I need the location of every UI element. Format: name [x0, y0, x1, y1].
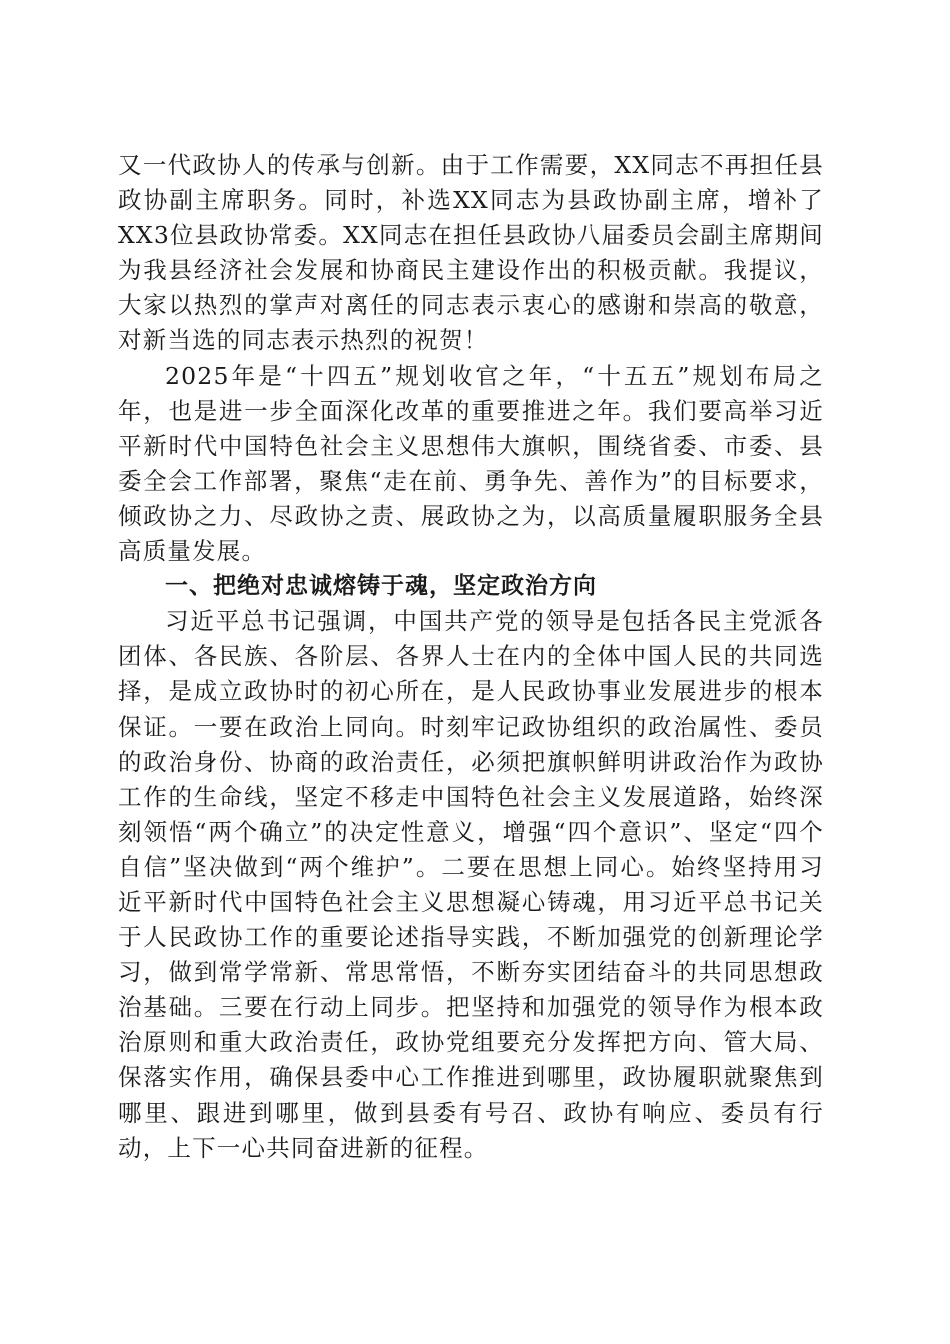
section-heading-1: 一、把绝对忠诚熔铸于魂，坚定政治方向 [165, 573, 597, 600]
paragraph-continuation: 又一代政协人的传承与创新。由于工作需要，XX同志不再担任县政协副主席职务。同时，补选XX同志为县政协副主席，增补了XX3位县政协常委。XX同志在担任县政协八届委员会副主席期间为我县经济社会发展和协商民主建设作出的积极贡献。我提议，大家以热烈的掌声对离任的同志表示衷心的感谢和崇高的敬意，对新当选的同志表示热烈的祝贺！ [118, 151, 824, 355]
paragraph-2025-goals: 2025年是“十四五”规划收官之年，“十五五”规划布局之年，也是进一步全面深化改革的重要推进之年。我们要高举习近平新时代中国特色社会主义思想伟大旗帜，围绕省委、市委、县委全会工作部署，聚焦“走在前、勇争先、善作为”的目标要求，倾政协之力、尽政协之责、展政协之为，以高质量履职服务全县高质量发展。 [118, 361, 824, 566]
paragraph-political-direction: 习近平总书记强调，中国共产党的领导是包括各民主党派各团体、各民族、各阶层、各界人士在内的全体中国人民的共同选择，是成立政协时的初心所在，是人民政协事业发展进步的根本保证。一要在政治上同向。时刻牢记政协组织的政治属性、委员的政治身份、协商的政治责任，必须把旗帜鲜明讲政治作为政协工作的生命线，坚定不移走中国特色社会主义发展道路，始终深刻领悟“两个确立”的决定性意义，增强“四个意识”、坚定“四个自信”坚决做到“两个维护”。二要在思想上同心。始终坚持用习近平新时代中国特色社会主义思想凝心铸魂，用习近平总书记关于人民政协工作的重要论述指导实践，不断加强党的创新理论学习，做到常学常新、常思常悟，不断夯实团结奋斗的共同思想政治基础。三要在行动上同步。把坚持和加强党的领导作为根本政治原则和重大政治责任，政协党组要充分发挥把方向、管大局、保落实作用，确保县委中心工作推进到哪里，政协履职就聚焦到哪里、跟进到哪里，做到县委有号召、政协有响应、委员有行动，上下一心共同奋进新的征程。 [118, 607, 824, 1162]
document-page [118, 148, 824, 1166]
